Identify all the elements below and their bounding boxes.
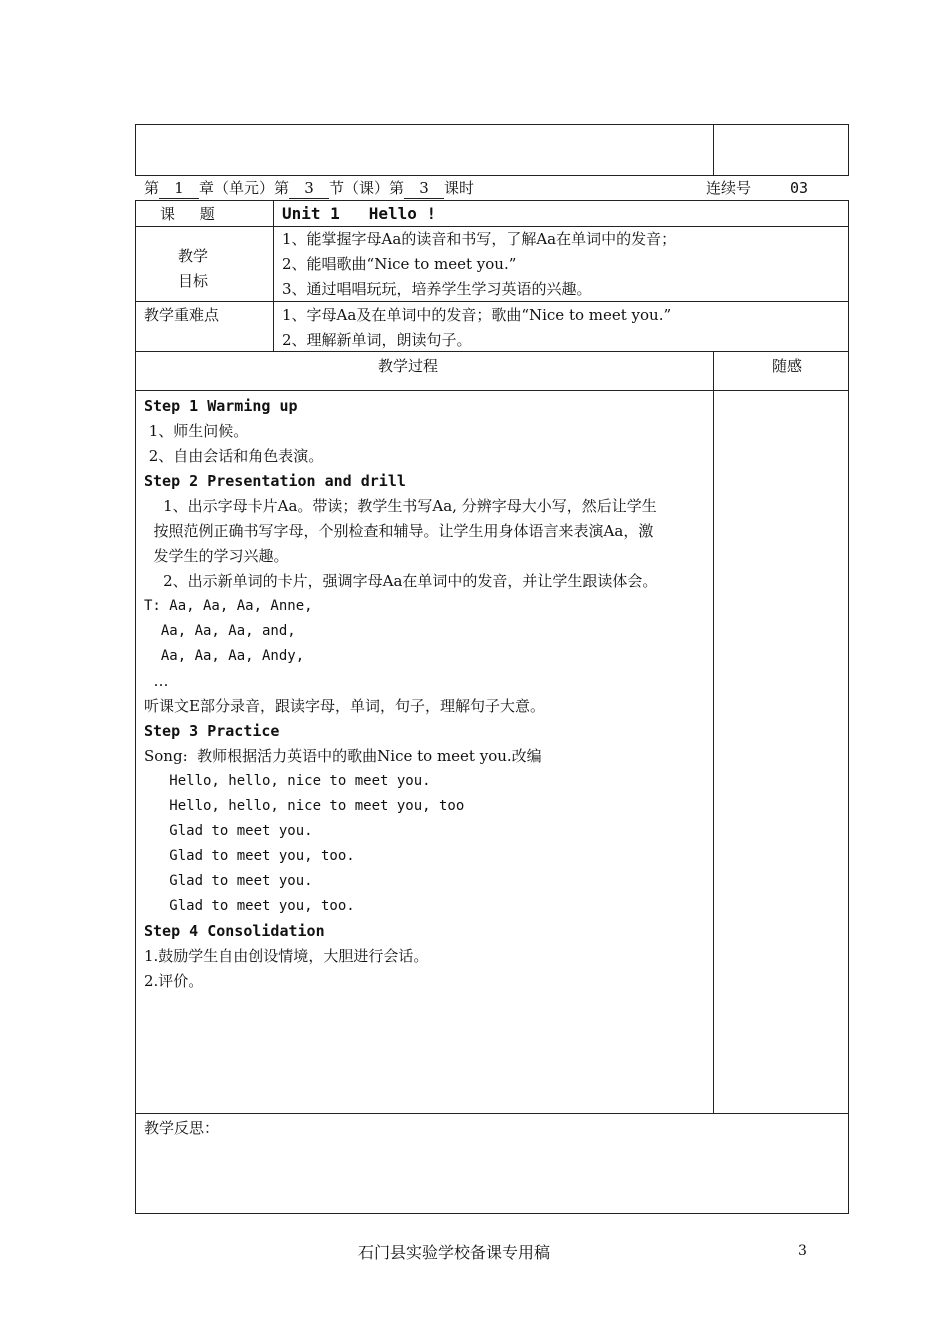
main-table-bottom	[135, 1213, 849, 1214]
chapter-label: 章（单元）第	[199, 179, 290, 197]
process-line: 按照范例正确书写字母，个别检查和辅导。让学生用身体语言来表演Aa，激	[144, 522, 654, 540]
row-divider-process-header	[135, 390, 849, 391]
top-table-border-bottom	[135, 175, 849, 176]
main-table-right	[848, 200, 849, 1214]
row-divider-topic	[135, 226, 849, 227]
objective-item-1: 1、能掌握字母Aa的读音和书写，了解Aa在单词中的发音；	[282, 230, 677, 248]
keypoint-item-1: 1、字母Aa及在单词中的发音；歌曲“Nice to meet you.”	[282, 306, 672, 324]
objectives-label-line1: 教学	[178, 247, 209, 265]
serial-label: 连续号	[706, 179, 752, 197]
process-line: Glad to meet you, too.	[144, 848, 355, 864]
process-line: Glad to meet you.	[144, 823, 313, 839]
process-line: T: Aa, Aa, Aa, Anne,	[144, 598, 313, 614]
process-line: 1.鼓励学生自由创设情境，大胆进行会话。	[144, 947, 429, 965]
process-line: Aa, Aa, Aa, Andy,	[144, 648, 305, 664]
chapter-number: 1	[159, 178, 199, 199]
process-line: Hello, hello, nice to meet you, too	[144, 798, 465, 814]
col-divider-label	[273, 200, 274, 352]
main-table-left	[135, 200, 136, 1214]
process-line: Step 2 Presentation and drill	[144, 472, 406, 490]
keypoint-item-2: 2、理解新单词，朗读句子。	[282, 331, 472, 349]
process-body	[144, 394, 709, 994]
footer-school: 石门县实验学校备课专用稿	[358, 1243, 551, 1262]
process-line: 发学生的学习兴趣。	[144, 547, 289, 565]
keypoints-label: 教学重难点	[144, 306, 220, 324]
row-divider-process	[135, 1113, 849, 1114]
objective-item-2: 2、能唱歌曲“Nice to meet you.”	[282, 255, 517, 273]
process-line: Aa, Aa, Aa, and,	[144, 623, 296, 639]
process-line: 2.评价。	[144, 972, 204, 990]
section-label: 节（课）第	[329, 179, 405, 197]
page-number: 3	[798, 1243, 807, 1259]
topic-value: Unit 1 Hello !	[282, 204, 437, 223]
process-line: …	[144, 672, 169, 690]
main-table-top	[135, 200, 849, 201]
process-line: Step 3 Practice	[144, 722, 280, 740]
process-line: Song: 教师根据活力英语中的歌曲Nice to meet you.改编	[144, 747, 542, 765]
process-line: 2、出示新单词的卡片，强调字母Aa在单词中的发音，并让学生跟读体会。	[144, 572, 658, 590]
process-line: 2、自由会话和角色表演。	[144, 447, 324, 465]
reflection-label: 教学反思：	[144, 1119, 220, 1137]
process-line: 听课文E部分录音，跟读字母，单词，句子，理解句子大意。	[144, 697, 545, 715]
header-prefix: 第	[144, 179, 160, 197]
top-table-divider	[713, 124, 714, 176]
process-line: 1、出示字母卡片Aa。带读；教学生书写Aa, 分辨字母大小写，然后让学生	[144, 497, 657, 515]
process-line: Glad to meet you.	[144, 873, 313, 889]
process-header-left: 教学过程	[378, 357, 439, 375]
top-table-border-top	[135, 124, 849, 125]
process-line: Step 4 Consolidation	[144, 922, 325, 940]
top-table-border-right	[848, 124, 849, 176]
section-number: 3	[289, 178, 329, 199]
topic-label: 课 题	[160, 205, 225, 223]
lesson-header-row	[144, 178, 474, 199]
process-header-right: 随感	[772, 357, 803, 375]
process-line: Hello, hello, nice to meet you.	[144, 773, 431, 789]
process-line: Glad to meet you, too.	[144, 898, 355, 914]
lesson-number: 3	[404, 178, 444, 199]
objective-item-3: 3、通过唱唱玩玩，培养学生学习英语的兴趣。	[282, 280, 592, 298]
top-table-border-left	[135, 124, 136, 176]
col-divider-notes	[713, 351, 714, 1114]
process-line: 1、师生问候。	[144, 422, 249, 440]
row-divider-objectives	[135, 301, 849, 302]
serial-value: 03	[790, 179, 809, 197]
lesson-label: 课时	[444, 179, 475, 197]
objectives-label-line2: 目标	[178, 272, 209, 290]
process-line: Step 1 Warming up	[144, 397, 298, 415]
row-divider-keypoints	[135, 351, 849, 352]
